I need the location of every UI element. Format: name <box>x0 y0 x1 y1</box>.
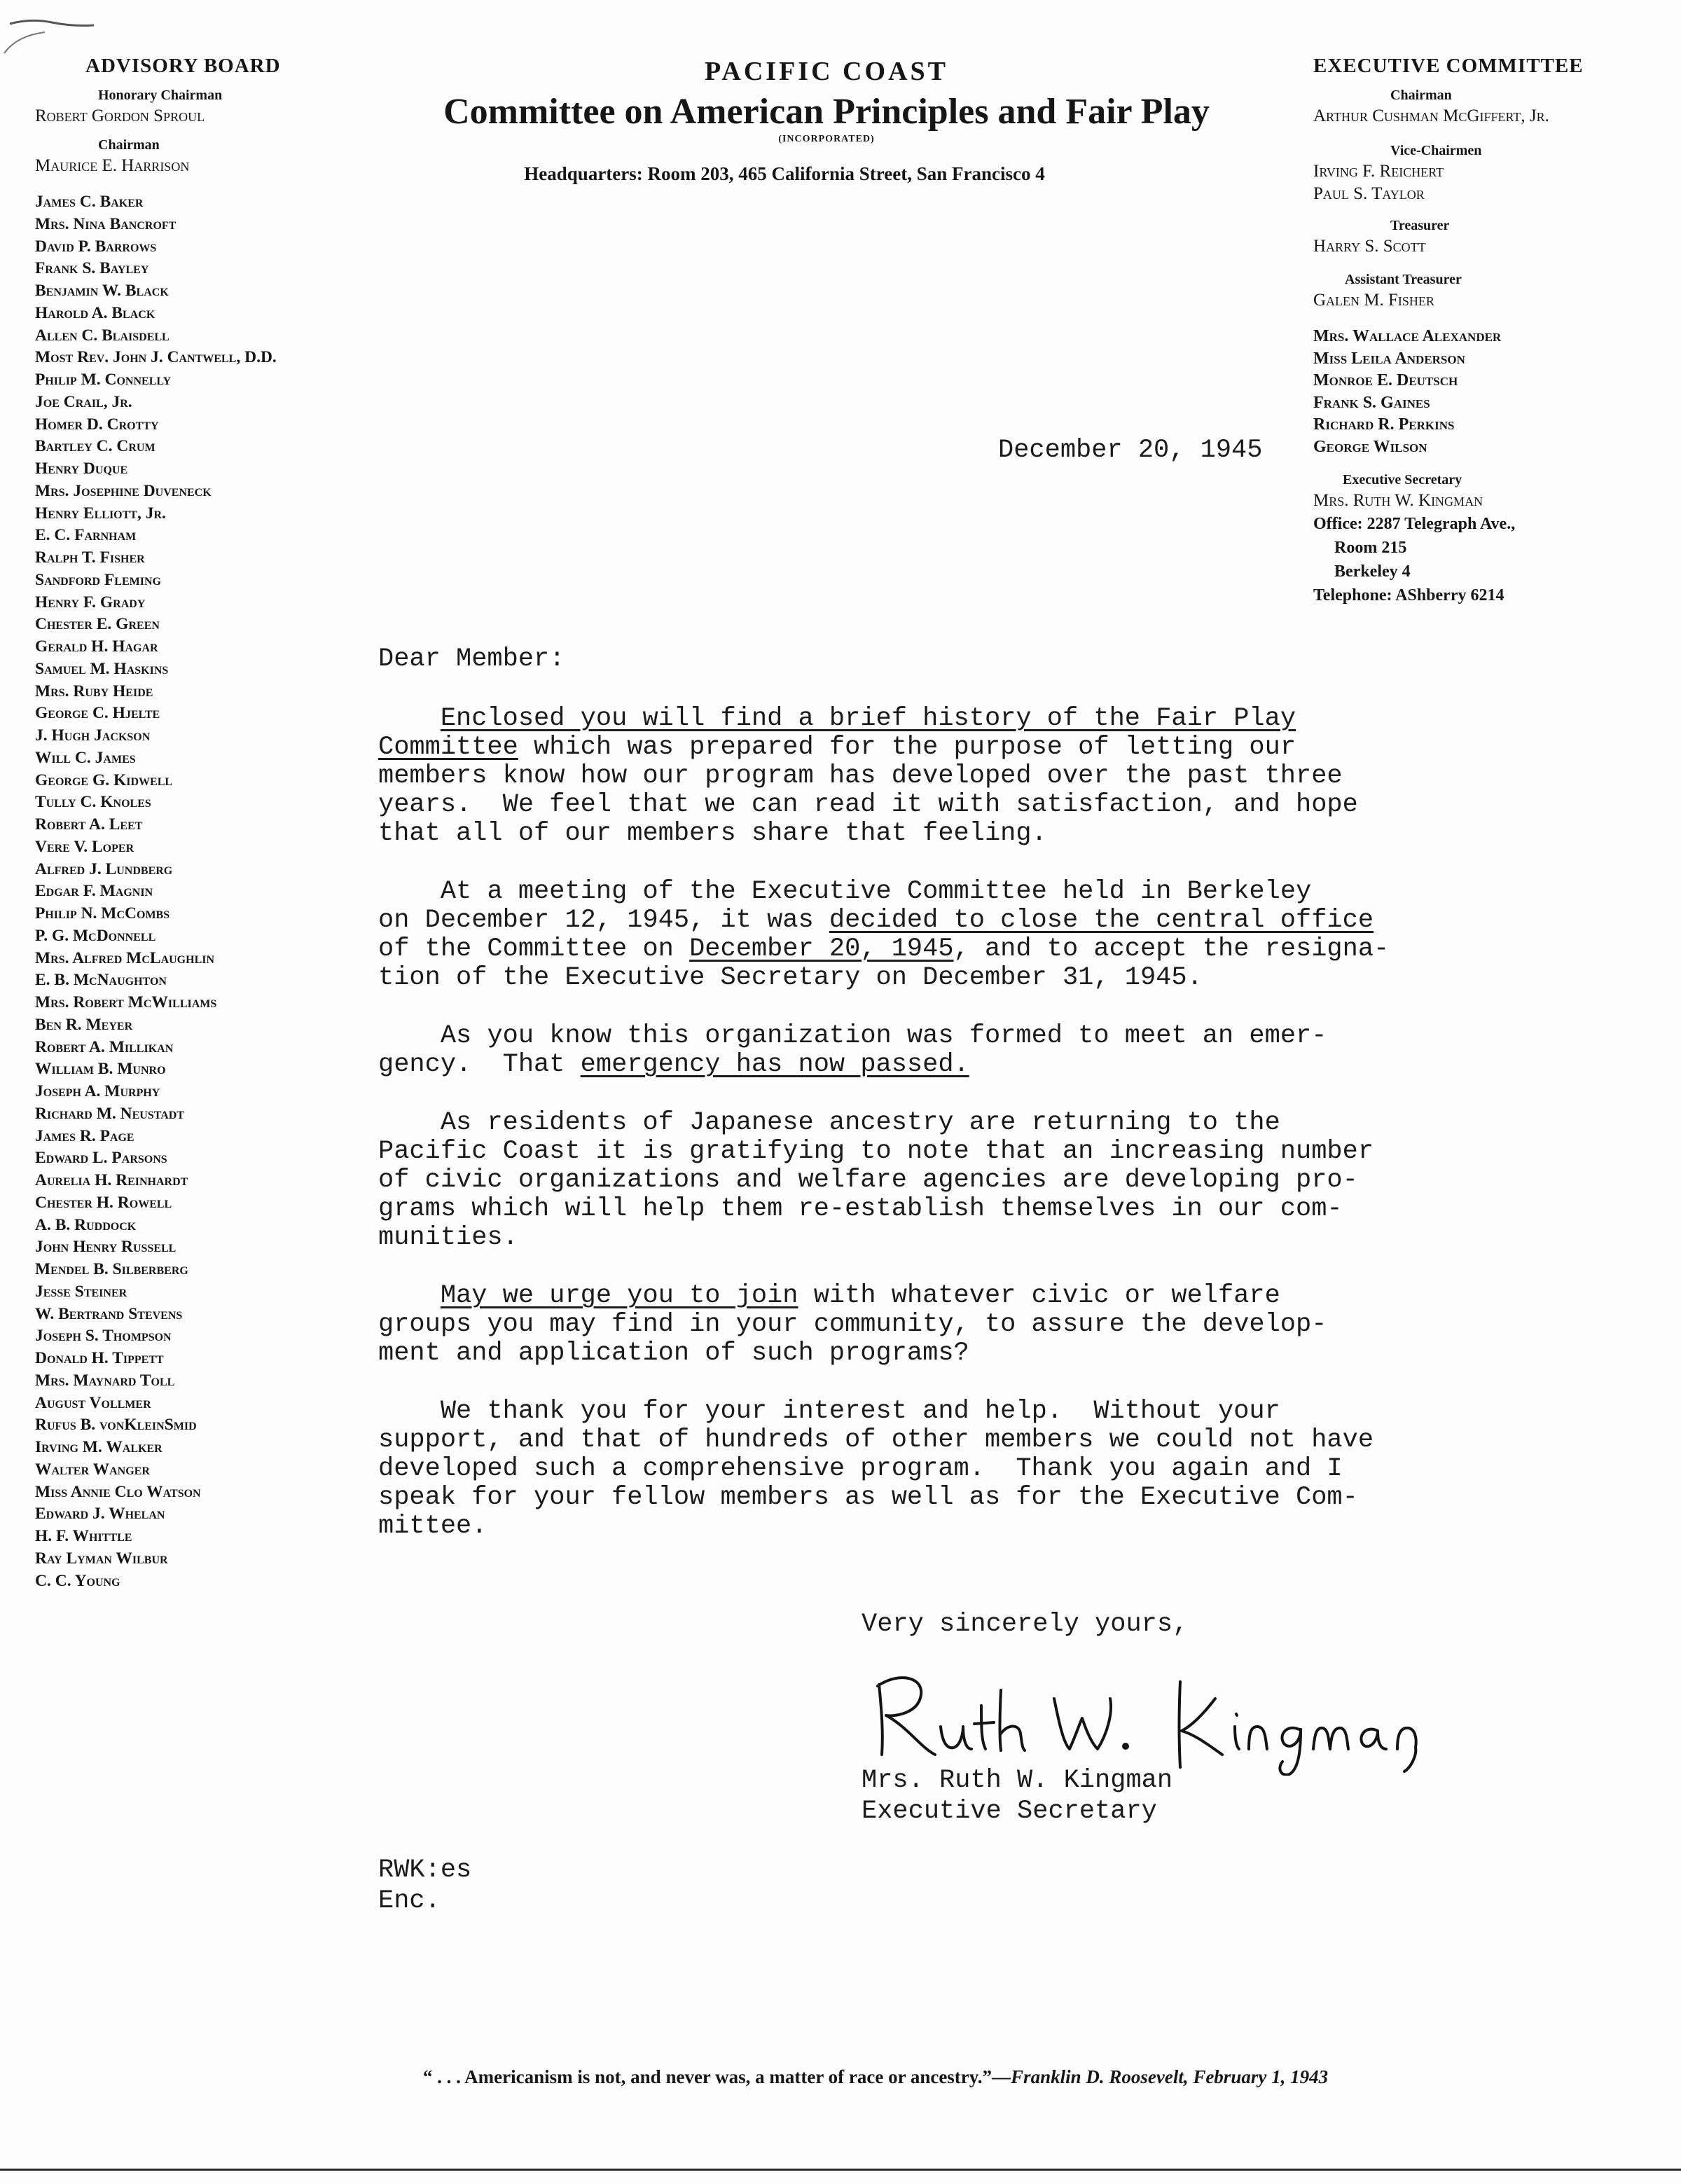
letter-date: December 20, 1945 <box>998 436 1263 465</box>
advisory-member-name: Benjamin W. Black <box>35 282 169 300</box>
text-line: of civic organizations and welfare agencies are developing pro- <box>378 1166 1358 1195</box>
asst-treasurer-label: Assistant Treasurer <box>1345 272 1462 287</box>
advisory-member-name: Most Rev. John J. Cantwell, D.D. <box>35 348 277 367</box>
corner-scribble <box>3 4 108 60</box>
exec-chairman-label: Chairman <box>1390 88 1452 103</box>
quote-text: “ . . . Americanism is not, and never was, a matter of race or ancestry.”— <box>422 2066 1011 2087</box>
text-line: groups you may find in your community, to assure the develop- <box>378 1310 1327 1339</box>
advisory-member-name: Mendel B. Silberberg <box>35 1260 188 1278</box>
advisory-member-name: E. B. McNaughton <box>35 971 167 990</box>
advisory-member-name: Edgar F. Magnin <box>35 882 153 901</box>
text-line: years. We feel that we can read it with satisfaction, and hope <box>378 790 1358 820</box>
advisory-member-name: Chester H. Rowell <box>35 1193 172 1212</box>
exec-member-list <box>1313 326 1663 458</box>
advisory-member-name: George G. Kidwell <box>35 770 173 789</box>
advisory-member-name: Rufus B. vonKleinSmid <box>35 1416 197 1435</box>
org-headquarters: Headquarters: Room 203, 465 California Street, San Francisco 4 <box>524 163 1045 184</box>
executive-committee-column <box>1313 55 1663 607</box>
advisory-member-name: A. B. Ruddock <box>35 1215 137 1234</box>
office-address: Office: 2287 Telegraph Ave., <box>1313 515 1516 533</box>
advisory-member-name: James R. Page <box>35 1126 134 1145</box>
advisory-member-name: Mrs. Josephine Duveneck <box>35 481 212 500</box>
reference-initials: RWK:es <box>378 1855 472 1885</box>
advisory-member-name: Joe Crail, Jr. <box>35 392 132 411</box>
paragraph-history <box>378 705 1443 848</box>
treasurer-label: Treasurer <box>1390 218 1450 233</box>
advisory-member-name: Edward J. Whelan <box>35 1505 165 1523</box>
text-line: developed such a comprehensive program. Thank you again and I <box>378 1454 1343 1484</box>
advisory-member-name: Harold A. Black <box>35 303 155 322</box>
footer-quote <box>245 2066 1506 2088</box>
office-telephone: Telephone: AShberry 6214 <box>1313 586 1504 604</box>
advisory-member-name: Mrs. Robert McWilliams <box>35 993 217 1011</box>
underlined-phrase: May we urge you to join <box>440 1281 798 1311</box>
advisory-member-name: Richard M. Neustadt <box>35 1104 185 1123</box>
quote-attribution: Franklin D. Roosevelt, February 1, 1943 <box>1011 2066 1329 2087</box>
text-run: on December 12, 1945, it was <box>378 906 829 935</box>
exec-member-name: George Wilson <box>1313 437 1427 456</box>
advisory-member-name: William B. Munro <box>35 1060 166 1079</box>
text-line: members know how our program has developed over the past three <box>378 761 1343 791</box>
exec-member-name: Miss Leila Anderson <box>1313 349 1465 368</box>
text-line: Pacific Coast it is gratifying to note that an increasing number <box>378 1137 1374 1166</box>
letterhead-title <box>350 56 1303 185</box>
advisory-member-name: Philip N. McCombs <box>35 904 170 922</box>
advisory-member-name: August Vollmer <box>35 1393 151 1412</box>
reference-initials-block <box>378 1855 471 1916</box>
exec-secretary-name: Mrs. Ruth W. Kingman <box>1313 491 1483 510</box>
text-run: , and to accept the resigna- <box>953 934 1390 964</box>
advisory-member-name: Ray Lyman Wilbur <box>35 1549 168 1568</box>
advisory-member-name: John Henry Russell <box>35 1238 177 1257</box>
advisory-member-name: Henry Duque <box>35 459 128 478</box>
advisory-member-name: Donald H. Tippett <box>35 1349 164 1367</box>
underlined-phrase: Enclosed you will find a brief history of the Fair Play <box>440 704 1296 733</box>
advisory-member-name: Will C. James <box>35 748 136 767</box>
honorary-chairman-name: Robert Gordon Sproul <box>35 106 205 125</box>
text-run: As residents of Japanese ancestry are returning to the <box>440 1108 1280 1138</box>
advisory-member-name: Aurelia H. Reinhardt <box>35 1171 188 1189</box>
advisory-member-name: Joseph A. Murphy <box>35 1082 160 1100</box>
closing: Very sincerely yours, <box>862 1610 1189 1639</box>
advisory-chairman-label: Chairman <box>98 137 160 153</box>
text-line: grams which will help them re-establish themselves in our com- <box>378 1194 1343 1224</box>
advisory-board-column <box>35 55 385 1592</box>
advisory-member-name: Vere V. Loper <box>35 837 134 856</box>
text-line: munities. <box>378 1223 518 1252</box>
office-room: Room 215 <box>1334 539 1407 557</box>
advisory-member-name: Miss Annie Clo Watson <box>35 1482 201 1501</box>
vice-chairman-name: Paul S. Taylor <box>1313 184 1425 203</box>
letter-body <box>378 705 1443 1570</box>
advisory-member-name: Philip M. Connelly <box>35 371 172 389</box>
exec-member-name: Richard R. Perkins <box>1313 415 1455 434</box>
advisory-member-name: Tully C. Knoles <box>35 793 151 812</box>
advisory-member-name: P. G. McDonnell <box>35 926 156 945</box>
org-incorporated: (INCORPORATED) <box>778 134 875 144</box>
advisory-member-name: Robert A. Leet <box>35 815 143 834</box>
underlined-phrase: December 20, 1945 <box>689 934 954 964</box>
paragraph-residents <box>378 1109 1443 1252</box>
handwritten-signature <box>851 1657 1453 1776</box>
advisory-member-name: George C. Hjelte <box>35 704 160 723</box>
advisory-member-name: Allen C. Blaisdell <box>35 326 170 345</box>
paragraph-emergency <box>378 1022 1443 1079</box>
text-line: mittee. <box>378 1512 487 1541</box>
advisory-member-name: David P. Barrows <box>35 237 157 256</box>
executive-committee-heading: EXECUTIVE COMMITTEE <box>1313 55 1584 77</box>
advisory-member-name: Henry F. Grady <box>35 593 146 611</box>
advisory-member-name: Irving M. Walker <box>35 1438 162 1456</box>
org-region: PACIFIC COAST <box>705 57 948 86</box>
underlined-phrase: Committee <box>378 733 518 762</box>
paragraph-urge <box>378 1282 1443 1368</box>
advisory-member-name: Henry Elliott, Jr. <box>35 504 166 523</box>
advisory-member-name: Bartley C. Crum <box>35 437 155 456</box>
underlined-phrase: emergency has now passed. <box>580 1050 969 1079</box>
advisory-member-list <box>35 191 385 1592</box>
signer-block <box>862 1765 1172 1827</box>
text-run: At a meeting of the Executive Committee held in Berkeley <box>440 877 1312 906</box>
bottom-edge-rule <box>0 2169 1681 2171</box>
vice-chairmen-label: Vice-Chairmen <box>1390 143 1482 158</box>
advisory-member-name: Mrs. Nina Bancroft <box>35 214 177 233</box>
advisory-member-name: Ralph T. Fisher <box>35 548 145 567</box>
org-name: Committee on American Principles and Fair Play <box>443 92 1210 132</box>
advisory-member-name: Chester E. Green <box>35 615 160 634</box>
advisory-board-heading: ADVISORY BOARD <box>85 55 281 77</box>
text-run: gency. That <box>378 1050 581 1079</box>
exec-chairman-name: Arthur Cushman McGiffert, Jr. <box>1313 106 1549 125</box>
paragraph-thanks <box>378 1397 1443 1541</box>
advisory-member-name: J. Hugh Jackson <box>35 726 151 745</box>
advisory-chairman-name: Maurice E. Harrison <box>35 156 190 175</box>
advisory-member-name: Homer D. Crotty <box>35 415 159 434</box>
advisory-member-name: Mrs. Maynard Toll <box>35 1371 175 1390</box>
treasurer-name: Harry S. Scott <box>1313 237 1426 256</box>
text-run: We thank you for your interest and help. Without your <box>440 1397 1280 1426</box>
advisory-member-name: Edward L. Parsons <box>35 1149 167 1168</box>
text-line: support, and that of hundreds of other members we could not have <box>378 1425 1374 1455</box>
exec-member-name: Frank S. Gaines <box>1313 393 1430 412</box>
salutation: Dear Member: <box>378 644 565 674</box>
exec-secretary-label: Executive Secretary <box>1343 472 1462 488</box>
advisory-member-name: Walter Wanger <box>35 1460 150 1479</box>
text-line: speak for your fellow members as well as for the Executive Com- <box>378 1483 1358 1512</box>
advisory-member-name: C. C. Young <box>35 1571 120 1590</box>
text-line: that all of our members share that feeling. <box>378 819 1047 848</box>
signer-name: Mrs. Ruth W. Kingman <box>862 1766 1173 1795</box>
advisory-member-name: Mrs. Alfred McLaughlin <box>35 948 215 967</box>
text-run: with whatever civic or welfare <box>798 1281 1280 1311</box>
honorary-chairman-label: Honorary Chairman <box>98 88 223 103</box>
advisory-member-name: Frank S. Bayley <box>35 259 149 278</box>
advisory-member-name: Ben R. Meyer <box>35 1015 133 1034</box>
advisory-member-name: E. C. Farnham <box>35 526 137 545</box>
underlined-phrase: decided to close the central office <box>829 906 1374 935</box>
text-line: ment and application of such programs? <box>378 1339 969 1368</box>
text-run: As you know this organization was formed to meet an emer- <box>440 1021 1327 1051</box>
asst-treasurer-name: Galen M. Fisher <box>1313 291 1434 310</box>
advisory-member-name: W. Bertrand Stevens <box>35 1304 183 1323</box>
office-city: Berkeley 4 <box>1334 562 1411 581</box>
advisory-member-name: Robert A. Millikan <box>35 1037 174 1056</box>
advisory-member-name: Jesse Steiner <box>35 1282 127 1301</box>
exec-member-name: Monroe E. Deutsch <box>1313 371 1458 389</box>
advisory-member-name: James C. Baker <box>35 193 144 211</box>
text-run: which was prepared for the purpose of letting our <box>518 733 1296 762</box>
advisory-member-name: Sandford Fleming <box>35 570 161 589</box>
advisory-member-name: Alfred J. Lundberg <box>35 859 173 878</box>
text-line: tion of the Executive Secretary on December 31, 1945. <box>378 963 1203 993</box>
paragraph-meeting <box>378 878 1443 993</box>
text-run: of the Committee on <box>378 934 690 964</box>
exec-member-name: Mrs. Wallace Alexander <box>1313 327 1502 345</box>
advisory-member-name: Mrs. Ruby Heide <box>35 682 153 700</box>
advisory-member-name: H. F. Whittle <box>35 1527 132 1545</box>
enclosure-note: Enc. <box>378 1886 441 1916</box>
advisory-member-name: Samuel M. Haskins <box>35 659 169 678</box>
advisory-member-name: Gerald H. Hagar <box>35 637 158 656</box>
signer-title: Executive Secretary <box>862 1797 1157 1826</box>
vice-chairman-name: Irving F. Reichert <box>1313 162 1444 181</box>
advisory-member-name: Joseph S. Thompson <box>35 1327 172 1346</box>
